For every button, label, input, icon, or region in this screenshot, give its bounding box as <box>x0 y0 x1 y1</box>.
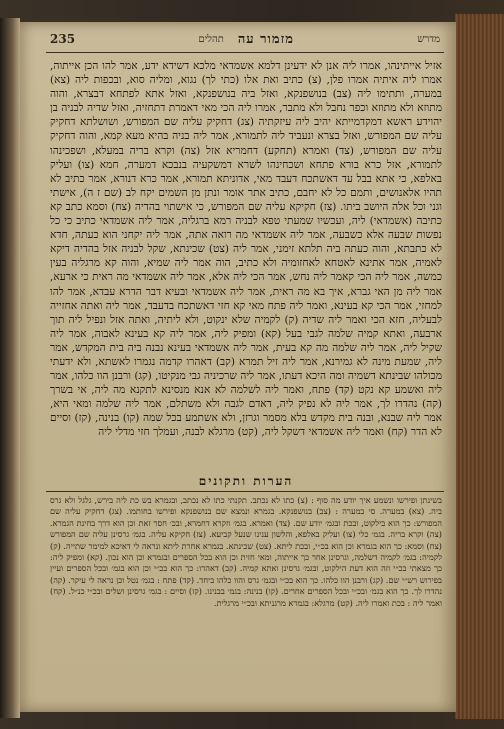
header-center <box>198 31 294 47</box>
notes-body: בשינתן ופירשו ונשמע איך יודע מה סוף : (צ) כתו לא נכתב. תקנתי כתו לא נכתב, ובגמרא בש כת ליה בירש, גלגל ולא גרס ביה. (צא) במערה. סי במערה : (צב) בנושפנקא. בגמרא ונמצא שם בנושפנקא ופירשו בחותמו. (צג) דחקיק עליה שם המפורש: כך הוא בילקוט, ובכת ובגמ׳ יודע שם. (צד) ואמרא. בגמ׳ וזקרא דחמרא, ובכ׳ חסר זאת וכן הוא דרך בחינת הגמרא. (צה) וקרא בריה. בגמ׳ כלי (צו) ועליק באלפא, והלשון ענינו שנעל קביעא. (צז) חקיקא עליה. בגמ׳ גרסינן עליה שם המפורש (צח) וסמא: כך הוא בגמרא וכן הוא בכ״י, ובכת ליתא. (צט) שכינתא. בגמרא אחרת ליתא ונראה לי דאיכא למימר שתייה. (ק) לקמיה: בגמ׳ לקמיה דשלמה, וגרסינן אחר כך אייתוה, ומאי חזית וכן הוא בכל הספרים ובגמרא וכן הוא נכון. (קא) ומפיק ליה: כך מצאתי בכ״י וזה הוא דעת הילקוט, ובגמ׳ גרסינן ואתא קמיה. (קב) דאהרו: כך הוא בכ״י וכן הוא בגמ׳ ובכל הספרים ועיין בפירוש רש״י שם. (קג) ורבנן הוו כלהו. כך הוא בכ״י ובגמ׳ גרס והוו כלהו ביחד. (קד) פתח : בגמ׳ נטל וכן נראה לי עיקר. (קה) נהדרו לך. כך הוא בגמ׳ ובכ״י ובכל הספרים אחרים. (קו) בנינה: בגמ׳ בבנינו. (קז) וסיים : בגמ׳ גרסינן ושלים ובכ״י כנ״ל. (קח) ואמר ליה : בכת ואמרו ליה. (קט) מרגלא: בגמרא מרגניתא ובכ״י מרגלית. <box>50 495 442 608</box>
header-right-label: מדרש <box>417 33 440 45</box>
header-rule <box>46 52 444 53</box>
book-page <box>20 22 456 712</box>
page-number: 235 <box>50 32 76 46</box>
main-text-body: אזיל אייתינהו, אמרו ליה אנן לא ידעינן דלמא אשמדאי מלכא דשידא ידע, אמר להו הכן אייתוה, אמרו ליה איתיה אמרו פלן, (צ) כתיב ואת אלו (כתי לך) נגוא, ומליה סוא, ובכפות ליה (צא) במערה, ותתימו ליה (צב) בנושפנקא, ואזל ביה בנושפנקא, ואזל אתא לפתחא דבצרא, והוה מתוזא ולא מתוזא וכפר נחבל ולא מתבר, אמרו ליה הכי מאי דאמרת דתחזיה, ואזל שדיה לבניה בן יהוידע ראשא דמקדמייתא יהיב ליה עיזקתיה (צג) דחקיק עליה שם המפורש, ושושלתא דחקיק עליה שם המפורש, ואזל בצרא ונעביד ליה לתמורא, אמר ליה בניה בהיא מעא קמא, והוה דחקיק עליה שם המפורש, (צד) ואמרא (תחקע) דחמריא אזל (צה) וקרא בריה במעלא, ושפכינהו לתמורא, אזל כרא בורא פתחא ושכחינהו לשרא דמשקעיה בנבכא דמערה, חמא (צו) ועליק באלפא, כי אתא בבל עד דאשתכח דעבד מאי, אדוניתא תמורא, אמר כרא דנורא, אמר כתיב לא תהיו אלאנושים, ותמם כל לא יחבם, כתיב אתר אומר ונתן מן השמים יקח לב (שם ז ה), אישתי וגני וכל אלה היושב ביתו. (צז) חקיקא עליה שם המפורש, כי אישתוי בהדיה (צח) וסמא כתב קא כתיבה (אשמדאי) ליה, ועכשיו שמעתי טפא לבניה רמא ברגליה, אמר ליה אשמדאי כתיב כי כל נפשות שבעה אלא כשבעה, אמר ליה אשמדאי מה רואה אתה, אמר ליה יקחני הוא כעתה, חדא לא כתבתא, והוה כעתה ביה תלתא זימני, אמר ליה (צט) שכינתא, שקל לבניה אזל בהדיה דיקא לאמיה, אמר אתינא לאטחא לאחזומיה ולא כתיב, הוה אמר ליה שמיא, והוה קא מרגליה בעין כמשה, אמר ליה הכי קאמר ליה נחש, אמר הכי ליה אלא, אמר ליה אשמדאי מה ראית כי ארעא, אמר ליה מן האי גברא, איך בא מה ראית, אמר ליה אשמדאי ובעיא דבר הדרא עבדא, אמר להו למחזי, אמר הכי קא בעינא, ואמר ליה פתח מאי קא חזי דאשתכח בדעבד, אמר ליה ואתה אחזייה לבעליה, חזא הכי ואמר ליה שדיה (ק) לקמיה שלא ינקוט, ולא ליתיה, ואתה אזל ונפיל ליה תוך ארבעה, ואתא קמיה שלמה לגבי בעל (קא) ומפיק ליה, אמר ליה קא בעינא לאבוה, אמר ליה שקיל ליה, אמר ליה שלמה מה קא בעית, אמר ליה אשמדאי בעינא נבנה ביה בית המקדש, אמר ליה, שמעת מינה לא גמירנא, אמר ליה זיל תמרא (קב) דאהרו קדמה נגמרו לאשתא, ולא ידעתי מכולהו שבינתא דשמיה ומה היכא דעתו, אמר ליה שרכיניה גבי מנקיטו, (קג) ורבנן הוו כלהו, אמר ליה ואשמע קא נקט (קד) פתח, ואמר ליה לשלמה לא אנא מנסינא לתקנא מה ליה, אי בשרך (קה) נהדרו לך, אמר ליה לא נפיק ליה, דאדם לגבה ולא משתלם, אמר ליה שלמה ומאי היא, אמר ליה שבנא, ובנה בית מקדש בלא מסמר וגרזן, ולא אשתמע בכל שמה (קו) בנינה, (קז) וסיים לא הדר (קח) ואמר ליה אשמדאי דשקל ליה, (קט) מרגלא לבנה, ועמלך חזי מדלי ליה <box>50 60 442 439</box>
notes-heading: הערות ותקונים <box>198 474 294 488</box>
running-header <box>50 28 440 50</box>
header-title: מזמור עה <box>237 32 294 47</box>
book-gutter-left <box>0 18 20 718</box>
book-page-edges-right <box>455 14 504 719</box>
notes-rule <box>46 491 444 492</box>
header-left-label: תהלים <box>198 33 224 45</box>
